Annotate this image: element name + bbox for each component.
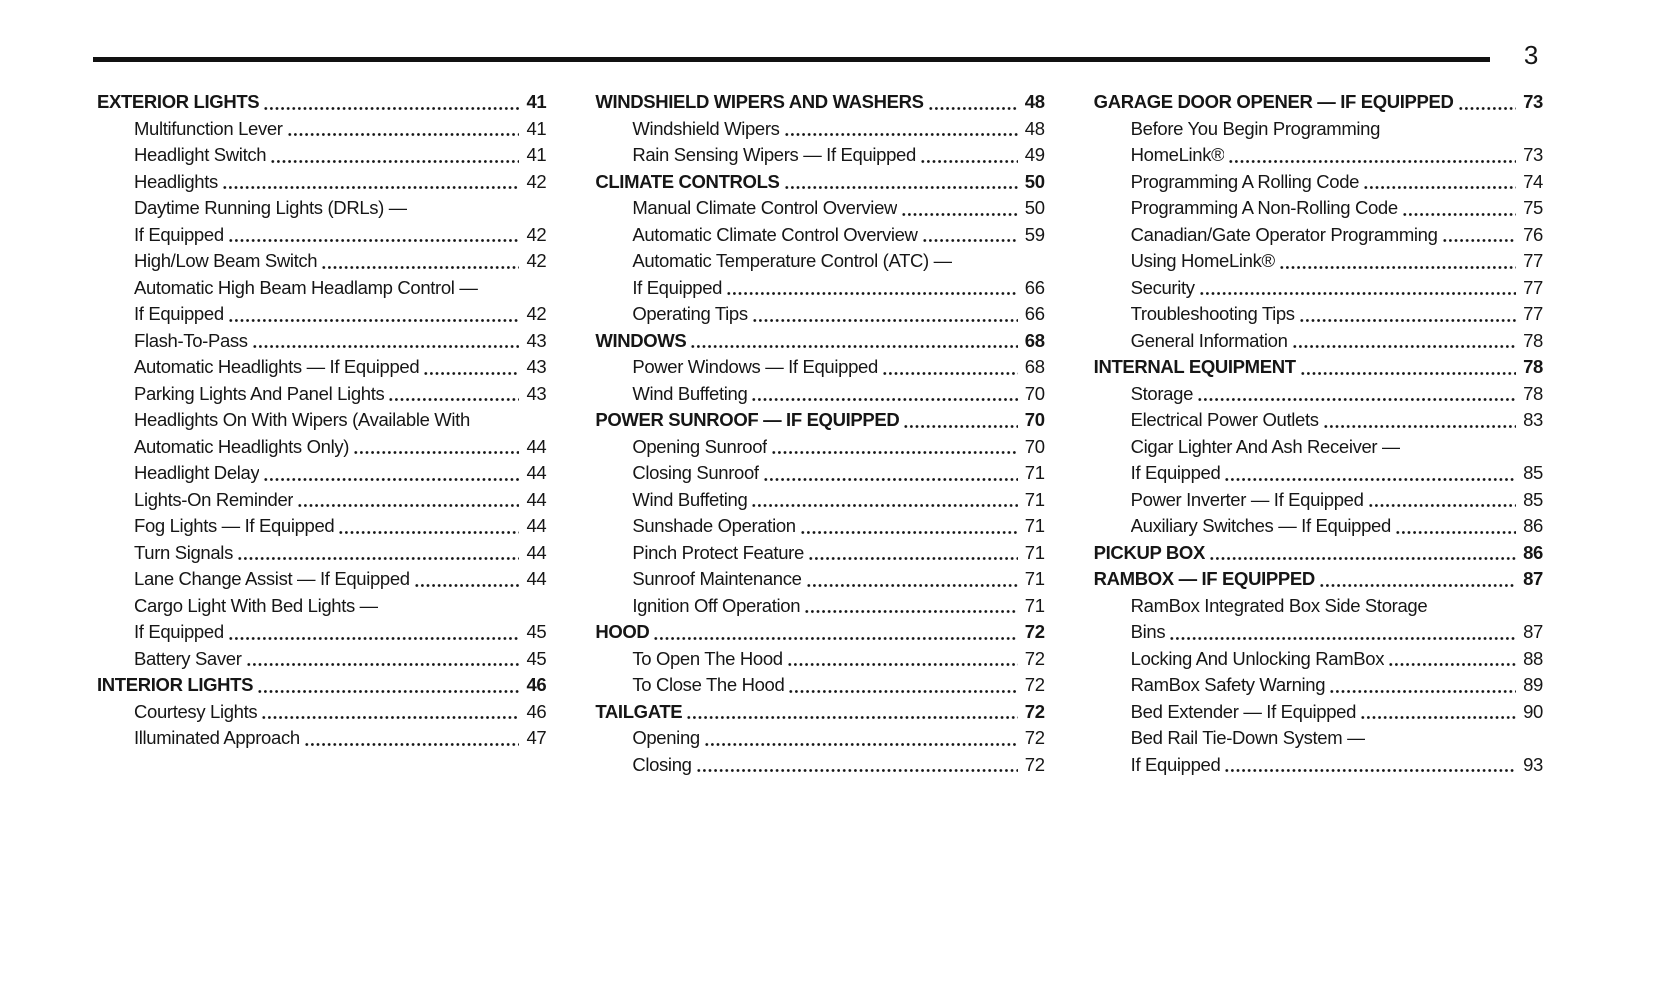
toc-entry (97, 460, 546, 487)
toc-entry (1094, 169, 1543, 196)
dot-leader (1299, 317, 1516, 324)
toc-page-ref: 66 (1024, 276, 1045, 298)
toc-entry (1094, 513, 1543, 540)
toc-entry-label: Bins (1130, 621, 1166, 642)
toc-entry (1094, 301, 1543, 328)
toc-section-header (1094, 89, 1543, 116)
toc-page-ref: 72 (1024, 700, 1045, 722)
toc-column (1094, 89, 1543, 778)
toc-page-ref: 72 (1024, 753, 1045, 775)
toc-entry-label: HomeLink® (1130, 144, 1225, 165)
dot-leader (1329, 688, 1516, 695)
dot-leader (882, 370, 1018, 377)
toc-entry-label: Cargo Light With Bed Lights — (134, 594, 378, 616)
toc-page-ref: 86 (1523, 541, 1543, 563)
toc-page-ref: 72 (1024, 647, 1045, 669)
dot-leader (228, 317, 520, 324)
toc-page-ref: 77 (1523, 250, 1543, 271)
toc-entry-label: Lane Change Assist — If Equipped (134, 568, 410, 589)
toc-entry (1094, 195, 1543, 222)
toc-page-ref: 50 (1024, 170, 1045, 192)
dot-leader (806, 582, 1018, 589)
toc-section-header (595, 699, 1044, 726)
toc-page-ref: 48 (1024, 117, 1045, 139)
toc-entry-label: If Equipped (134, 621, 224, 642)
dot-leader (808, 555, 1018, 562)
toc-entry (595, 725, 1044, 752)
toc-page-ref: 44 (526, 568, 547, 589)
toc-entry-label: Headlights (134, 170, 218, 192)
toc-entry-label: Cigar Lighter And Ash Receiver — (1130, 435, 1401, 457)
toc-entry-label: Rain Sensing Wipers — If Equipped (632, 144, 916, 165)
toc-entry (97, 169, 546, 196)
toc-entry-label: Closing (632, 753, 692, 775)
toc-entry-label: Canadian/Gate Operator Programming (1130, 223, 1438, 245)
dot-leader (263, 105, 519, 112)
dot-leader (423, 370, 519, 377)
dot-leader (1458, 105, 1516, 112)
dot-leader (228, 237, 520, 244)
toc-section-header (595, 89, 1044, 116)
toc-entry-label: Headlight Delay (134, 462, 260, 483)
toc-page-ref: 75 (1523, 197, 1543, 218)
toc-entry-label: Programming A Non-Rolling Code (1130, 197, 1398, 218)
toc-page-ref: 70 (1024, 382, 1045, 404)
toc-page-ref: 43 (526, 356, 547, 377)
toc-page-ref: 41 (526, 144, 547, 165)
dot-leader (763, 476, 1018, 483)
toc-entry (97, 646, 546, 673)
dot-leader (1209, 555, 1516, 562)
toc-page-ref: 66 (1024, 303, 1045, 324)
toc-entry-label: Headlights On With Wipers (Available With (134, 409, 470, 430)
toc-entry (595, 248, 1044, 275)
dot-leader (304, 741, 520, 748)
toc-entry (595, 593, 1044, 620)
toc-entry (1094, 248, 1543, 275)
toc-entry-label: Parking Lights And Panel Lights (134, 382, 385, 404)
toc-entry-label: Operating Tips (632, 303, 748, 324)
toc-entry-label: Sunroof Maintenance (632, 568, 802, 589)
toc-column (595, 89, 1044, 778)
toc-entry (595, 513, 1044, 540)
toc-entry (97, 328, 546, 355)
toc-page-ref: 74 (1523, 170, 1543, 192)
toc-entry-label: Power Windows — If Equipped (632, 356, 878, 377)
toc-page-ref: 70 (1024, 435, 1045, 457)
toc-entry-label: GARAGE DOOR OPENER — IF EQUIPPED (1093, 91, 1454, 112)
toc-entry (595, 116, 1044, 143)
toc-page-ref: 87 (1523, 568, 1543, 589)
dot-leader (261, 714, 519, 721)
toc-entry-label: If Equipped (1130, 753, 1221, 775)
dot-leader (696, 767, 1018, 774)
toc-section-header (595, 328, 1044, 355)
toc-entry (97, 699, 546, 726)
dot-leader (922, 237, 1018, 244)
dot-leader (1388, 661, 1516, 668)
toc-entry-label: Opening Sunroof (632, 435, 767, 457)
toc-entry (97, 434, 546, 461)
toc-page-ref: 78 (1523, 329, 1543, 351)
toc-entry-label: If Equipped (1130, 462, 1221, 483)
toc-entry (595, 354, 1044, 381)
dot-leader (752, 317, 1018, 324)
toc-entry-label: If Equipped (632, 276, 723, 298)
toc-page-ref: 89 (1523, 674, 1543, 695)
toc-page-ref: 44 (526, 488, 547, 510)
toc-entry-label: Bed Rail Tie-Down System — (1130, 727, 1366, 748)
dot-leader (1279, 264, 1516, 271)
toc-entry (595, 275, 1044, 302)
toc-entry (1094, 434, 1543, 461)
toc-entry-label: Opening (632, 727, 700, 748)
toc-entry-label: Auxiliary Switches — If Equipped (1130, 515, 1391, 536)
toc-entry (97, 195, 546, 222)
toc-entry-label: To Close The Hood (632, 674, 785, 695)
toc-entry (1094, 222, 1543, 249)
toc-entry-label: High/Low Beam Switch (134, 250, 318, 271)
toc-entry-label: Multifunction Lever (134, 117, 283, 139)
toc-entry (1094, 407, 1543, 434)
toc-page-ref: 42 (526, 170, 547, 192)
dot-leader (686, 714, 1017, 721)
dot-leader (653, 635, 1017, 642)
toc-entry-label: Lights-On Reminder (134, 488, 294, 510)
dot-leader (800, 529, 1018, 536)
table-of-contents (97, 89, 1543, 778)
toc-entry-label: Ignition Off Operation (632, 594, 801, 616)
toc-entry-label: WINDSHIELD WIPERS AND WASHERS (595, 91, 924, 112)
toc-page-ref: 43 (526, 382, 547, 404)
toc-page-ref: 42 (526, 303, 547, 324)
toc-page-ref: 85 (1523, 488, 1543, 510)
toc-entry (97, 381, 546, 408)
toc-page-ref: 41 (526, 91, 547, 112)
header-rule (93, 57, 1490, 62)
toc-section-header (595, 407, 1044, 434)
toc-page-ref: 83 (1523, 409, 1543, 430)
toc-page-ref: 68 (1024, 329, 1045, 351)
toc-page-ref: 86 (1523, 515, 1543, 536)
toc-page-ref: 46 (526, 700, 547, 722)
dot-leader (1224, 476, 1516, 483)
toc-entry-label: Daytime Running Lights (DRLs) — (134, 197, 407, 218)
toc-entry-label: Flash-To-Pass (134, 329, 248, 351)
toc-entry-label: RAMBOX — IF EQUIPPED (1093, 568, 1315, 589)
toc-entry (1094, 142, 1543, 169)
dot-leader (1169, 635, 1516, 642)
toc-entry (595, 487, 1044, 514)
toc-page-ref: 71 (1024, 515, 1045, 536)
toc-page-ref: 70 (1024, 409, 1045, 430)
dot-leader (751, 502, 1017, 509)
toc-entry-label: Wind Buffeting (632, 488, 748, 510)
toc-entry (1094, 752, 1543, 779)
toc-page-ref: 73 (1523, 91, 1543, 112)
dot-leader (1360, 714, 1516, 721)
toc-entry-label: Storage (1130, 382, 1194, 404)
toc-entry-label: Headlight Switch (134, 144, 267, 165)
toc-entry-label: To Open The Hood (632, 647, 783, 669)
dot-leader (920, 158, 1018, 165)
dot-leader (1228, 158, 1516, 165)
toc-entry (595, 540, 1044, 567)
toc-entry (595, 460, 1044, 487)
dot-leader (1224, 767, 1516, 774)
toc-entry-label: Courtesy Lights (134, 700, 258, 722)
dot-leader (690, 343, 1017, 350)
dot-leader (297, 502, 519, 509)
toc-page-ref: 93 (1523, 753, 1543, 775)
toc-entry-label: Sunshade Operation (632, 515, 796, 536)
toc-page-ref: 44 (526, 462, 547, 483)
toc-page-ref: 73 (1523, 144, 1543, 165)
toc-entry (595, 566, 1044, 593)
toc-entry-label: If Equipped (134, 303, 224, 324)
toc-entry (97, 407, 546, 434)
dot-leader (1363, 184, 1516, 191)
dot-leader (751, 396, 1017, 403)
toc-entry-label: CLIMATE CONTROLS (595, 170, 780, 192)
toc-entry (1094, 275, 1543, 302)
toc-entry-label: Automatic Headlights — If Equipped (134, 356, 420, 377)
dot-leader (771, 449, 1018, 456)
toc-page-ref: 59 (1024, 223, 1045, 245)
toc-page-ref: 49 (1024, 144, 1045, 165)
toc-entry-label: General Information (1130, 329, 1288, 351)
dot-leader (726, 290, 1018, 297)
toc-entry (97, 566, 546, 593)
toc-entry (97, 142, 546, 169)
toc-entry (97, 248, 546, 275)
toc-section-header (1094, 354, 1543, 381)
toc-page-ref: 77 (1523, 303, 1543, 324)
toc-entry (97, 487, 546, 514)
toc-entry-label: Battery Saver (134, 647, 242, 669)
toc-page-ref: 42 (526, 223, 547, 245)
dot-leader (388, 396, 519, 403)
toc-entry (595, 672, 1044, 699)
toc-entry-label: Using HomeLink® (1130, 250, 1275, 271)
toc-entry (97, 354, 546, 381)
toc-entry-label: Power Inverter — If Equipped (1130, 488, 1364, 510)
toc-entry-label: Illuminated Approach (134, 727, 300, 748)
toc-entry-label: Automatic High Beam Headlamp Control — (134, 276, 478, 298)
toc-entry (97, 540, 546, 567)
dot-leader (237, 555, 519, 562)
toc-entry (1094, 116, 1543, 143)
dot-leader (1442, 237, 1516, 244)
toc-page-ref: 71 (1024, 541, 1045, 563)
dot-leader (257, 688, 519, 695)
toc-entry (1094, 328, 1543, 355)
toc-section-header (97, 89, 546, 116)
toc-entry (595, 195, 1044, 222)
toc-entry-label: Pinch Protect Feature (632, 541, 804, 563)
dot-leader (263, 476, 519, 483)
toc-entry (595, 752, 1044, 779)
toc-page-ref: 45 (526, 621, 547, 642)
toc-entry (97, 513, 546, 540)
toc-page-ref: 72 (1024, 674, 1045, 695)
toc-page-ref: 72 (1024, 621, 1045, 642)
toc-entry-label: Before You Begin Programming (1130, 117, 1381, 139)
toc-column (97, 89, 546, 778)
toc-page-ref: 42 (526, 250, 547, 271)
toc-entry (97, 222, 546, 249)
toc-page-ref: 78 (1523, 356, 1543, 377)
toc-section-header (97, 672, 546, 699)
toc-page-ref: 41 (526, 117, 547, 139)
toc-page-ref: 87 (1523, 621, 1543, 642)
dot-leader (901, 211, 1018, 218)
toc-section-header (595, 169, 1044, 196)
toc-page-ref: 71 (1024, 488, 1045, 510)
toc-entry (1094, 460, 1543, 487)
toc-page-ref: 85 (1523, 462, 1543, 483)
toc-page-ref: 76 (1523, 223, 1543, 245)
dot-leader (1197, 396, 1516, 403)
toc-entry-label: RamBox Integrated Box Side Storage (1130, 594, 1428, 616)
dot-leader (1199, 290, 1516, 297)
toc-entry (97, 275, 546, 302)
toc-page-ref: 77 (1523, 276, 1543, 298)
toc-page-ref: 78 (1523, 382, 1543, 404)
toc-page-ref: 71 (1024, 594, 1045, 616)
toc-page-ref: 46 (526, 674, 547, 695)
dot-leader (414, 582, 520, 589)
toc-entry-label: INTERIOR LIGHTS (97, 674, 254, 695)
toc-page-ref: 90 (1523, 700, 1543, 722)
toc-entry-label: RamBox Safety Warning (1130, 674, 1326, 695)
toc-entry-label: Programming A Rolling Code (1130, 170, 1360, 192)
dot-leader (1323, 423, 1516, 430)
toc-entry (1094, 725, 1543, 752)
toc-entry (97, 725, 546, 752)
toc-entry (97, 301, 546, 328)
toc-entry (1094, 646, 1543, 673)
toc-page-ref: 88 (1523, 647, 1543, 669)
toc-entry-label: Automatic Climate Control Overview (632, 223, 918, 245)
toc-entry (1094, 593, 1543, 620)
toc-entry-label: Turn Signals (134, 541, 233, 563)
toc-entry (97, 593, 546, 620)
toc-section-header (1094, 540, 1543, 567)
toc-entry-label: TAILGATE (595, 700, 683, 722)
dot-leader (1292, 343, 1516, 350)
toc-entry (595, 381, 1044, 408)
dot-leader (1368, 502, 1516, 509)
toc-entry-label: If Equipped (134, 223, 224, 245)
toc-page-ref: 71 (1024, 462, 1045, 483)
toc-entry (595, 301, 1044, 328)
toc-entry-label: POWER SUNROOF — IF EQUIPPED (595, 409, 900, 430)
dot-leader (784, 184, 1018, 191)
toc-page-ref: 72 (1024, 727, 1045, 748)
dot-leader (788, 688, 1017, 695)
dot-leader (787, 661, 1018, 668)
toc-entry-label: Manual Climate Control Overview (632, 197, 898, 218)
toc-entry (97, 619, 546, 646)
toc-entry (595, 222, 1044, 249)
toc-entry (1094, 619, 1543, 646)
toc-page-ref: 71 (1024, 568, 1045, 589)
dot-leader (222, 184, 519, 191)
toc-entry (595, 142, 1044, 169)
dot-leader (246, 661, 520, 668)
toc-page-ref: 44 (526, 435, 547, 457)
toc-entry-label: Electrical Power Outlets (1130, 409, 1319, 430)
toc-page-ref: 43 (526, 329, 547, 351)
toc-entry (1094, 672, 1543, 699)
toc-section-header (1094, 566, 1543, 593)
toc-entry-label: Bed Extender — If Equipped (1130, 700, 1357, 722)
page-number: 3 (1523, 40, 1539, 70)
dot-leader (1395, 529, 1516, 536)
dot-leader (1402, 211, 1516, 218)
toc-entry-label: INTERNAL EQUIPMENT (1093, 356, 1296, 377)
toc-entry-label: Wind Buffeting (632, 382, 748, 404)
dot-leader (1319, 582, 1516, 589)
toc-entry (1094, 487, 1543, 514)
toc-entry (97, 116, 546, 143)
toc-entry-label: Fog Lights — If Equipped (134, 515, 335, 536)
toc-page-ref: 50 (1024, 197, 1045, 218)
toc-entry-label: Closing Sunroof (632, 462, 759, 483)
dot-leader (228, 635, 520, 642)
dot-leader (804, 608, 1018, 615)
dot-leader (321, 264, 519, 271)
toc-page-ref: 44 (526, 515, 547, 536)
dot-leader (903, 423, 1017, 430)
toc-page-ref: 45 (526, 647, 547, 669)
dot-leader (287, 131, 520, 138)
toc-section-header (595, 619, 1044, 646)
toc-entry-label: Windshield Wipers (632, 117, 780, 139)
toc-entry-label: HOOD (595, 621, 650, 642)
dot-leader (1300, 370, 1516, 377)
toc-entry (1094, 381, 1543, 408)
toc-entry-label: EXTERIOR LIGHTS (97, 91, 260, 112)
toc-entry-label: Troubleshooting Tips (1130, 303, 1295, 324)
toc-page-ref: 68 (1024, 356, 1045, 377)
dot-leader (270, 158, 519, 165)
toc-page-ref: 48 (1024, 91, 1045, 112)
toc-entry-label: Locking And Unlocking RamBox (1130, 647, 1385, 669)
toc-entry-label: Automatic Headlights Only) (134, 435, 350, 457)
toc-entry-label: Security (1130, 276, 1195, 298)
dot-leader (928, 105, 1018, 112)
dot-leader (784, 131, 1018, 138)
toc-entry-label: PICKUP BOX (1093, 541, 1205, 563)
toc-entry (1094, 699, 1543, 726)
toc-entry-label: Automatic Temperature Control (ATC) — (632, 250, 952, 271)
toc-entry (595, 646, 1044, 673)
toc-page-ref: 47 (526, 727, 547, 748)
dot-leader (338, 529, 519, 536)
toc-entry-label: WINDOWS (595, 329, 687, 351)
dot-leader (252, 343, 520, 350)
toc-page-ref: 44 (526, 541, 547, 563)
dot-leader (704, 741, 1018, 748)
dot-leader (353, 449, 519, 456)
toc-entry (595, 434, 1044, 461)
